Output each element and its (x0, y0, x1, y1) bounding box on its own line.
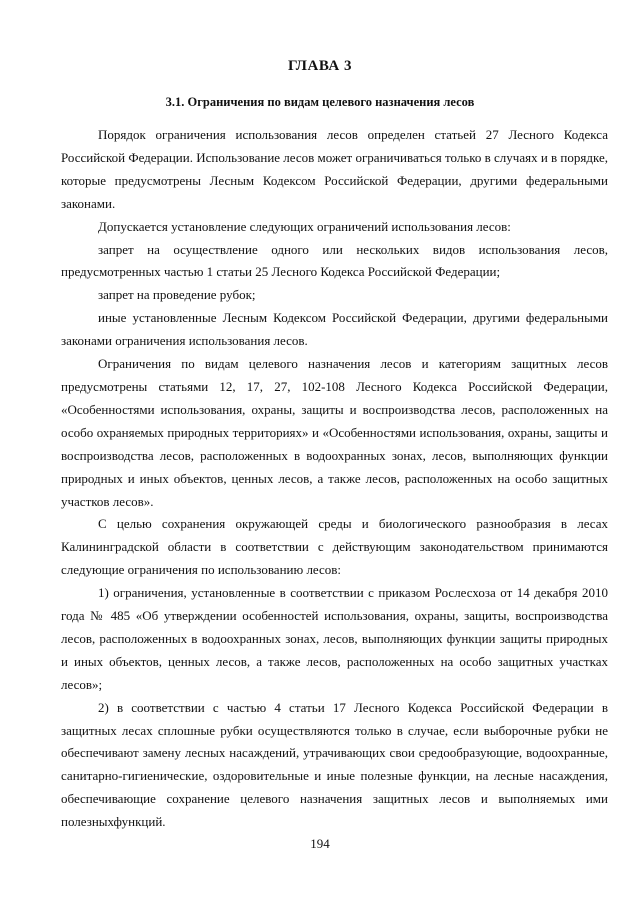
paragraph: Ограничения по видам целевого назначения лесов и категориям защитных лесов предусмотрены статьями 12, 17, 27, 102-108 Лесного Кодекса Российской Федерации, «Особенностями использования, охраны, защиты и воспроизводства лесов, расположенных на особо охраняемых природных территориях» и «Особенностями использования, охраны, защиты и воспроизводства лесов, расположенных в водоохранных зонах, лесов, выполняющих функции природных и иных объектов, ценных лесов, а также лесов, расположенных на особо защитных участков лесов». (61, 356, 608, 509)
chapter-title: ГЛАВА 3 (288, 58, 352, 74)
paragraph: Порядок ограничения использования лесов определен статьей 27 Лесного Кодекса Российской Федерации. Использование лесов может ограничиваться только в случаях и в порядке, которые предусмотрены Лесным Кодексом Российской Федерации, другими федеральными законами. (61, 127, 608, 211)
paragraph: 1) ограничения, установленные в соответствии с приказом Рослесхоза от 14 декабря 2010 года № 485 «Об утверждении особенностей использования, охраны, защиты, воспроизводства лесов, расположенных в водоохранных зонах, лесов, выполняющих функции защиты природных и иных объектов, ценных лесов, а также лесов, расположенных на особо защитных участках лесов»; (61, 585, 608, 692)
section-title: 3.1. Ограничения по видам целевого назначения лесов (165, 95, 475, 109)
paragraph: запрет на осуществление одного или нескольких видов использования лесов, предусмотренных частью 1 статьи 25 Лесного Кодекса Российской Федерации; (61, 241, 608, 280)
paragraph: Допускается установление следующих ограничений использования лесов: (98, 218, 511, 234)
page-number: 194 (310, 836, 330, 851)
body-text (61, 124, 608, 834)
paragraph: запрет на проведение рубок; (98, 287, 256, 303)
paragraph: 2) в соответствии с частью 4 статьи 17 Лесного Кодекса Российской Федерации в защитных лесах сплошные рубки осуществляются только в случае, если выборочные рубки не обеспечивают замену лесных насаждений, утрачивающих свои средообразующие, водоохранные, санитарно-гигиенические, оздоровительные и иные полезные функции, на лесные насаждения, обеспечивающие сохранение целевого назначения защитных лесов и выполняемых ими полезныхфункций. (61, 699, 608, 830)
paragraph: С целью сохранения окружающей среды и биологического разнообразия в лесах Калининградской области в соответствии с действующим законодательством принимаются следующие ограничения по использованию лесов: (61, 516, 608, 578)
paragraph: иные установленные Лесным Кодексом Российской Федерации, другими федеральными законами ограничения использования лесов. (61, 310, 608, 349)
